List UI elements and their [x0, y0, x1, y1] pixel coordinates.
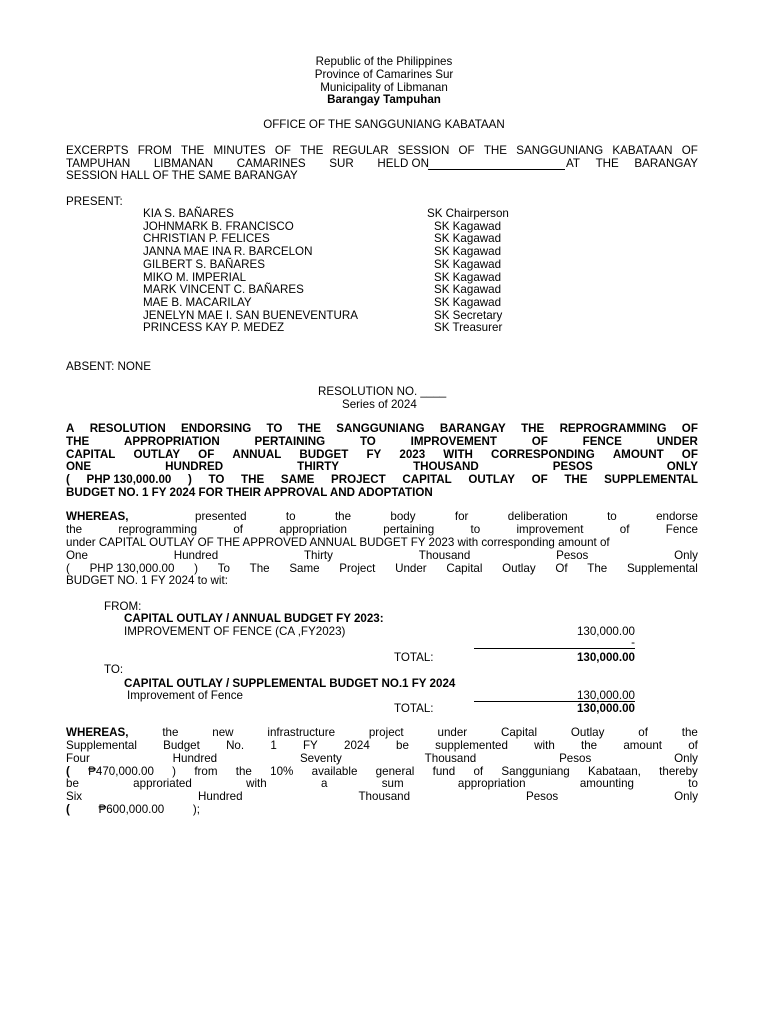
- word: PROJECT: [330, 473, 386, 487]
- from-item: IMPROVEMENT OF FENCE (CA ,FY2023): [124, 625, 346, 638]
- resolution-title-last-line: BUDGET NO. 1 FY 2024 FOR THEIR APPROVAL AND ADOPTATION: [66, 486, 433, 499]
- word: OF: [531, 434, 548, 448]
- word: amounting: [579, 777, 634, 790]
- word: project: [368, 726, 404, 739]
- word: Only: [674, 549, 698, 562]
- word: Fence: [665, 523, 698, 536]
- word: of: [619, 523, 630, 536]
- word: MINUTES: [213, 144, 266, 157]
- word: KABATAAN: [612, 144, 673, 157]
- word: THE: [483, 144, 508, 157]
- present-member-role: SK Kagawad: [434, 283, 502, 297]
- word: APPROPRIATION: [123, 434, 220, 448]
- word: EXCERPTS: [66, 144, 129, 157]
- word: THE: [595, 157, 619, 170]
- word: the: [66, 523, 83, 536]
- word: The: [249, 562, 270, 575]
- from-total-rule: [474, 648, 635, 649]
- word: deliberation: [507, 510, 568, 523]
- word: ): [172, 765, 177, 778]
- whereas-2-line-1: [66, 726, 698, 739]
- word: be: [396, 739, 409, 752]
- word: to: [607, 510, 617, 523]
- word: The: [587, 562, 608, 575]
- whereas-2-line-5: [66, 777, 698, 790]
- word: OF: [274, 144, 291, 157]
- office-title: OFFICE OF THE SANGGUNIANG KABATAAN: [263, 118, 505, 131]
- present-member-name: MAE B. MACARILAY: [143, 295, 252, 309]
- word: ₱600,000.00: [98, 803, 165, 816]
- to-item: Improvement of Fence: [127, 689, 243, 702]
- word: SESSION: [397, 144, 450, 157]
- present-member-role: SK Treasurer: [434, 321, 503, 335]
- word: THIRTY: [297, 460, 340, 474]
- whereas-2-line-2: [66, 739, 698, 752]
- word: WHEREAS,: [66, 726, 129, 739]
- present-member-role: SK Kagawad: [434, 270, 502, 284]
- word: SUR: [329, 157, 354, 170]
- present-member-role: SK Kagawad: [434, 257, 502, 271]
- word: with: [246, 777, 267, 790]
- word: HUNDRED: [165, 460, 224, 474]
- word: THE: [300, 144, 324, 157]
- resolution-series: Series of 2024: [342, 398, 417, 411]
- word: Sangguniang: [501, 765, 570, 778]
- word: with: [534, 739, 555, 752]
- word: BARANGAY: [634, 157, 698, 170]
- header-province: Province of Camarines Sur: [314, 68, 454, 81]
- word: 10%: [270, 765, 294, 778]
- word: No.: [226, 739, 245, 752]
- word: SUPPLEMENTAL: [604, 473, 698, 487]
- word: THE: [521, 422, 545, 435]
- word: 1: [270, 739, 277, 752]
- word: SANGGUNIANG: [336, 422, 425, 435]
- word: (: [66, 803, 70, 816]
- word: THE: [241, 473, 265, 487]
- word: of: [233, 523, 243, 536]
- word: A: [66, 422, 75, 435]
- resolution-number: RESOLUTION NO. ____: [318, 385, 447, 398]
- word: TO: [208, 473, 225, 487]
- word: presented: [195, 510, 247, 523]
- whereas-1-line-2: [66, 523, 698, 536]
- whereas-1-line-1: [195, 510, 698, 523]
- word: Six: [66, 790, 83, 803]
- word: OF: [681, 422, 698, 435]
- word: Project: [339, 562, 376, 575]
- word: Thirty: [303, 549, 333, 562]
- word: REPROGRAMMING: [559, 422, 667, 435]
- resolution-title-line: [66, 448, 698, 461]
- excerpt-line-2b: [566, 157, 698, 170]
- present-member-role: SK Chairperson: [427, 207, 509, 220]
- word: to: [470, 523, 481, 536]
- word: TAMPUHAN: [66, 157, 131, 170]
- word: available: [311, 765, 358, 778]
- word: );: [192, 803, 200, 816]
- word: Pesos: [559, 752, 592, 765]
- word: CAPITAL: [402, 473, 452, 487]
- present-member-name: KIA S. BAÑARES: [143, 207, 234, 220]
- word: Capital: [500, 726, 538, 739]
- word: of: [688, 739, 698, 752]
- word: FY: [302, 739, 318, 752]
- present-member-role: SK Kagawad: [434, 295, 502, 309]
- word: be: [66, 777, 79, 790]
- word: THOUSAND: [413, 460, 479, 474]
- whereas-2-line-7: [66, 803, 200, 816]
- word: UNDER: [656, 434, 698, 448]
- header-republic: Republic of the Philippines: [315, 55, 453, 68]
- word: (: [66, 473, 70, 487]
- word: 2024: [344, 739, 370, 752]
- whereas-2-line-3: [66, 752, 698, 765]
- from-label: FROM:: [104, 600, 142, 613]
- word: WITH: [443, 447, 473, 461]
- present-member-name: CHRISTIAN P. FELICES: [143, 232, 270, 246]
- word: OF: [531, 473, 548, 487]
- word: of: [638, 726, 648, 739]
- word: Of: [555, 562, 568, 575]
- word: ENDORSING: [181, 422, 252, 435]
- word: SAME: [280, 473, 315, 487]
- whereas-1-line-3: under CAPITAL OUTLAY OF THE APPROVED ANNUAL BUDGET FY 2023 with corresponding amount of: [66, 536, 610, 549]
- word: Budget: [163, 739, 200, 752]
- word: OF: [681, 144, 698, 157]
- word: Thousand: [418, 549, 471, 562]
- word: Supplemental: [66, 739, 137, 752]
- word: thereby: [659, 765, 698, 778]
- word: ₱470,000.00: [88, 765, 154, 778]
- word: appropriation: [279, 523, 347, 536]
- whereas-1-line-4: [66, 549, 698, 562]
- word: FENCE: [582, 434, 622, 448]
- word: amount: [623, 739, 662, 752]
- word: Supplemental: [626, 562, 698, 575]
- word: CAPITAL: [66, 447, 116, 461]
- word: Pesos: [525, 790, 559, 803]
- word: LIBMANAN: [153, 157, 214, 170]
- whereas-1-lead: WHEREAS,: [66, 510, 129, 523]
- present-member-role: SK Kagawad: [434, 245, 502, 259]
- word: SANGGUNIANG: [516, 144, 604, 157]
- word: pertaining: [383, 523, 435, 536]
- word: BUDGET: [299, 447, 349, 461]
- from-total-amount: 130,000.00: [576, 651, 635, 664]
- present-member-name: JOHNMARK B. FRANCISCO: [143, 219, 294, 233]
- word: Thousand: [424, 752, 477, 765]
- word: Only: [674, 790, 698, 803]
- word: THE: [297, 422, 321, 435]
- present-member-name: JENELYN MAE I. SAN BUENEVENTURA: [143, 308, 358, 322]
- word: to: [285, 510, 296, 523]
- word: fund: [432, 765, 456, 778]
- word: CORRESPONDING: [491, 447, 595, 461]
- word: the: [681, 726, 698, 739]
- resolution-title-line: [66, 422, 698, 435]
- word: OF: [198, 447, 215, 461]
- word: sum: [381, 777, 404, 790]
- header-barangay: Barangay Tampuhan: [327, 93, 441, 106]
- word: ONLY: [666, 460, 698, 474]
- word: Same: [289, 562, 320, 575]
- word: Hundred: [172, 752, 218, 765]
- word: Hundred: [198, 790, 243, 803]
- present-member-role: SK Kagawad: [434, 232, 502, 246]
- word: FROM: [137, 144, 172, 157]
- present-member-name: MIKO M. IMPERIAL: [143, 270, 247, 284]
- word: OF: [458, 144, 475, 157]
- from-total-label: TOTAL:: [394, 651, 434, 664]
- word: approriated: [133, 777, 192, 790]
- word: PERTAINING: [254, 434, 326, 448]
- word: HELD ON: [377, 157, 429, 170]
- word: improvement: [516, 523, 584, 536]
- present-member-name: JANNA MAE INA R. BARCELON: [143, 245, 313, 259]
- word: the: [235, 765, 252, 778]
- word: FY: [366, 447, 382, 461]
- word: to: [688, 777, 698, 790]
- resolution-title-line: [66, 435, 698, 448]
- word: CAMARINES: [236, 157, 306, 170]
- word: One: [66, 549, 88, 562]
- word: body: [390, 510, 416, 523]
- word: OUTLAY: [133, 447, 181, 461]
- whereas-2-line-6: [66, 790, 698, 803]
- word: appropriation: [457, 777, 526, 790]
- to-item-amount: 130,000.00: [576, 689, 635, 702]
- word: the: [334, 510, 352, 523]
- word: THE: [564, 473, 588, 487]
- word: Under: [395, 562, 427, 575]
- word: Pesos: [556, 549, 589, 562]
- word: (: [66, 562, 70, 575]
- from-heading: CAPITAL OUTLAY / ANNUAL BUDGET FY 2023:: [124, 612, 384, 625]
- word: BARANGAY: [439, 422, 506, 435]
- word: AT: [566, 157, 580, 170]
- word: new: [212, 726, 234, 739]
- word: OUTLAY: [468, 473, 515, 487]
- word: endorse: [656, 510, 698, 523]
- to-label: TO:: [104, 663, 124, 676]
- word: THE: [181, 144, 205, 157]
- word: (: [66, 765, 70, 778]
- word: general: [375, 765, 415, 778]
- word: OF: [681, 447, 698, 461]
- to-total-label: TOTAL:: [394, 702, 434, 715]
- present-member-name: GILBERT S. BAÑARES: [143, 257, 265, 271]
- word: To: [217, 562, 230, 575]
- to-heading: CAPITAL OUTLAY / SUPPLEMENTAL BUDGET NO.1 FY 2024: [124, 677, 456, 690]
- word: TO: [266, 422, 283, 435]
- word: reprogramming: [118, 523, 198, 536]
- present-label: PRESENT:: [66, 195, 123, 208]
- word: PHP 130,000.00: [86, 473, 172, 487]
- word: under: [437, 726, 468, 739]
- word: Outlay: [502, 562, 536, 575]
- word: ): [194, 562, 199, 575]
- from-item-amount: 130,000.00: [576, 625, 635, 638]
- word: AMOUNT: [612, 447, 664, 461]
- word: Only: [674, 752, 698, 765]
- to-total-amount: 130,000.00: [576, 702, 635, 715]
- word: supplemented: [435, 739, 508, 752]
- present-member-role: SK Secretary: [434, 308, 503, 322]
- word: THE: [66, 434, 90, 448]
- word: from: [194, 765, 218, 778]
- present-member-name: PRINCESS KAY P. MEDEZ: [143, 321, 285, 335]
- word: 2023: [399, 447, 426, 461]
- present-member-name: MARK VINCENT C. BAÑARES: [143, 283, 304, 297]
- from-dash: -: [631, 636, 635, 649]
- word: Four: [66, 752, 90, 765]
- word: Thousand: [358, 790, 411, 803]
- word: the: [580, 739, 598, 752]
- word: infrastructure: [267, 726, 336, 739]
- word: IMPROVEMENT: [410, 434, 497, 448]
- word: Kabataan,: [588, 765, 641, 778]
- whereas-1-line-6: BUDGET NO. 1 FY 2024 to wit:: [66, 574, 228, 587]
- resolution-title-line: [66, 460, 698, 473]
- word: of: [473, 765, 484, 778]
- word: Seventy: [299, 752, 342, 765]
- word: Capital: [446, 562, 483, 575]
- absent-line: ABSENT: NONE: [66, 360, 152, 373]
- session-date-blank: [428, 169, 565, 170]
- header-municipality: Municipality of Libmanan: [320, 81, 448, 94]
- word: ): [188, 473, 192, 487]
- word: ONE: [66, 460, 92, 474]
- word: TO: [359, 434, 376, 448]
- excerpt-line-1: [66, 144, 698, 157]
- present-member-role: SK Kagawad: [434, 219, 502, 233]
- word: PESOS: [552, 460, 593, 474]
- resolution-title-line: [66, 473, 698, 486]
- excerpt-line-3: SESSION HALL OF THE SAME BARANGAY: [66, 169, 298, 182]
- word: ANNUAL: [232, 447, 282, 461]
- word: a: [320, 777, 328, 790]
- word: for: [454, 510, 469, 523]
- word: Hundred: [173, 549, 219, 562]
- word: PHP 130,000.00: [89, 562, 175, 575]
- word: Outlay: [570, 726, 605, 739]
- word: RESOLUTION: [89, 422, 166, 435]
- word: REGULAR: [332, 144, 389, 157]
- word: the: [162, 726, 179, 739]
